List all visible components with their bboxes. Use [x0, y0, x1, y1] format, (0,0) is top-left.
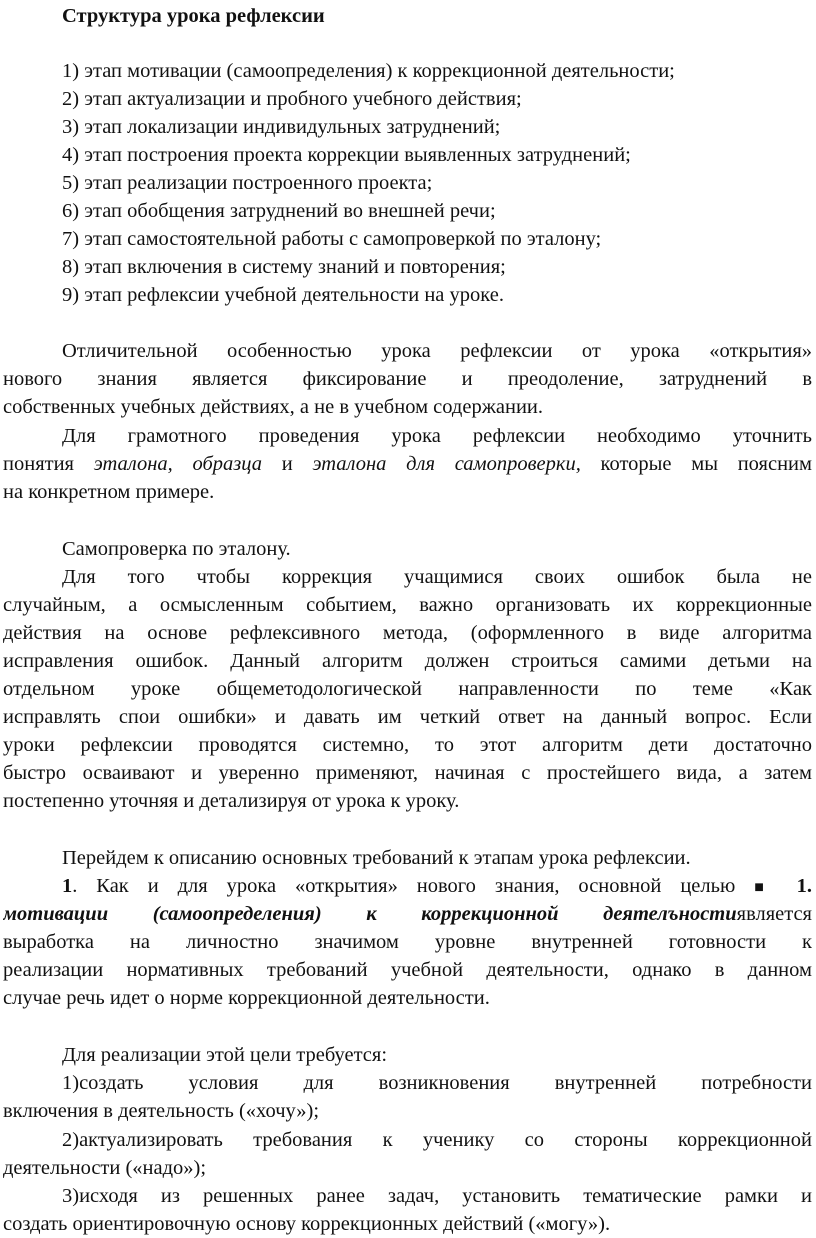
- paragraph-line: на конкретном примере.: [3, 481, 215, 503]
- document-title: Структура урока рефлексии: [62, 5, 325, 27]
- paragraph-line: [62, 873, 812, 900]
- requirement-line: 2)актуализировать требования к ученику со стороны коррекционной: [62, 1129, 812, 1151]
- paragraph-line: собственных учебных действиях, а не в учебном содержании.: [3, 396, 544, 418]
- paragraph-line: нового знания является фиксирование и преодоление, затруднений в: [3, 368, 812, 390]
- paragraph-line: реализации нормативных требований учебной деятельности, однако в данном: [3, 959, 812, 981]
- square-bullet-icon: ■: [754, 879, 778, 896]
- stage-item: 1) этап мотивации (самоопределения) к коррекционной деятельности;: [62, 60, 675, 82]
- requirement-line: создать ориентировочную основу коррекционных действий («могу»).: [3, 1213, 611, 1235]
- requirement-line: деятельности («надо»);: [3, 1157, 207, 1179]
- text-run: . Как и для урока «открытия» нового знания, основной целью: [72, 875, 755, 897]
- requirement-line: 1)создать условия для возникновения внутренней потребности: [62, 1072, 812, 1094]
- italic-term: эталона, образца: [93, 453, 263, 475]
- paragraph-line: действия на основе рефлексивного метода, (оформленного в виде алгоритма: [3, 622, 812, 644]
- stage-item: 5) этап реализации построенного проекта;: [62, 172, 433, 194]
- paragraph-line: исправления ошибок. Данный алгоритм должен строиться самими детьми на: [3, 650, 812, 672]
- paragraph-line: постепенно уточняя и детализируя от урока к уроку.: [3, 790, 460, 812]
- stage-item: 2) этап актуализации и пробного учебного действия;: [62, 88, 522, 110]
- stage-item: 7) этап самостоятельной работы с самопроверкой по эталону;: [62, 228, 602, 250]
- stage-number: 1: [62, 875, 73, 897]
- requirements-intro: Для реализации этой цели требуется:: [62, 1044, 388, 1066]
- requirement-line: 3)исходя из решенных ранее задач, установить тематические рамки и: [62, 1185, 812, 1207]
- stage-item: 4) этап построения проекта коррекции выявленных затруднений;: [62, 144, 631, 166]
- paragraph-line: [3, 451, 812, 478]
- text-run: 1.: [777, 875, 812, 897]
- stage-item: 3) этап локализации индивидульных затруднений;: [62, 116, 501, 138]
- text-run: которые мы поясним: [580, 453, 812, 475]
- stage-item: 8) этап включения в систему знаний и повторения;: [62, 256, 506, 278]
- paragraph-line: Для грамотного проведения урока рефлексии необходимо уточнить: [62, 425, 812, 447]
- italic-term: эталона для самопроверки,: [312, 453, 581, 475]
- paragraph-line: быстро осваивают и уверенно применяют, начиная с простейшего вида, а затем: [3, 762, 812, 784]
- paragraph-line: выработка на личностно значимом уровне внутренней готовности к: [3, 931, 812, 953]
- text-run: является: [736, 903, 812, 925]
- paragraph-line: случайным, а осмысленным событием, важно организовать их коррекционные: [3, 594, 812, 616]
- paragraph-line: Отличительной особенностью урока рефлексии от урока «открытия»: [62, 340, 812, 362]
- paragraph-line: отдельном уроке общеметодологической направленности по теме «Как: [3, 678, 812, 700]
- text-run: понятия: [3, 453, 94, 475]
- bold-italic-term: мотивации (самоопределения) к коррекционной деятелъности: [3, 903, 737, 925]
- paragraph-line: случае речь идет о норме коррекционной деятельности.: [3, 987, 490, 1009]
- stage-item: 9) этап рефлексии учебной деятельности на уроке.: [62, 284, 504, 306]
- section-heading: Самопроверка по эталону.: [62, 538, 291, 560]
- paragraph-line: Для того чтобы коррекция учащимися своих ошибок была не: [62, 566, 812, 588]
- section-intro: Перейдем к описанию основных требований к этапам урока рефлексии.: [62, 847, 691, 869]
- paragraph-line: исправлять спои ошибки» и давать им четкий ответ на данный вопрос. Если: [3, 706, 812, 728]
- paragraph-line: уроки рефлексии проводятся системно, то этот алгоритм дети достаточно: [3, 734, 812, 756]
- paragraph-line: [3, 901, 812, 928]
- stage-item: 6) этап обобщения затруднений во внешней речи;: [62, 200, 496, 222]
- requirement-line: включения в деятельность («хочу»);: [3, 1100, 320, 1122]
- text-run: и: [262, 453, 313, 475]
